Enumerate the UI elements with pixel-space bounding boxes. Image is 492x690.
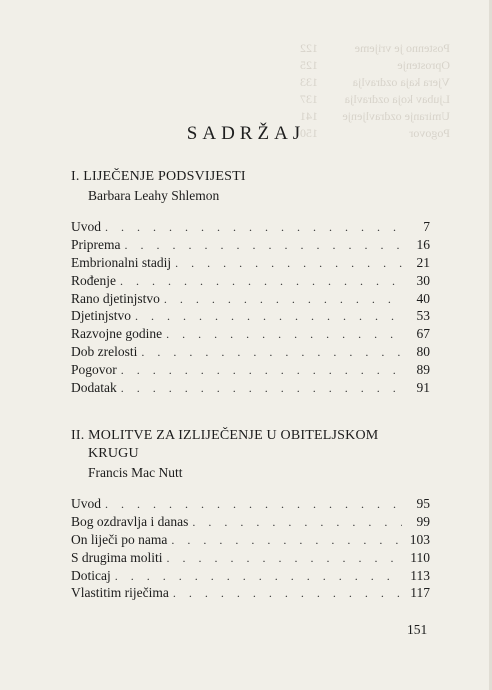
- entry-label: Rođenje: [71, 272, 116, 288]
- entry-page: 80: [416, 344, 430, 360]
- dot-leader: [115, 569, 402, 584]
- toc-entry[interactable]: [71, 514, 430, 532]
- toc-entry[interactable]: [71, 219, 430, 237]
- bleed-row: Postenno je vrijeme 122: [300, 41, 450, 55]
- toc-entry[interactable]: [71, 550, 430, 568]
- section-2-heading: II. MOLITVE ZA IZLIJEČENJE U OBITELJSKOM: [71, 428, 379, 443]
- entry-page: 7: [423, 219, 430, 234]
- bleed-row: Ljubav koja ozdravlja 137: [300, 92, 450, 106]
- dot-leader: [121, 381, 402, 396]
- entry-label: Priprema: [71, 236, 121, 252]
- entry-label: Dodatak: [71, 380, 117, 396]
- entry-label: Doticaj: [71, 567, 111, 583]
- entry-label: Vlastitim riječima: [71, 585, 169, 601]
- section-2-author: Francis Mac Nutt: [88, 465, 183, 480]
- bleed-row: Oprostenje 125: [300, 58, 450, 72]
- page-number: 151: [407, 622, 428, 637]
- dot-leader: [125, 238, 403, 253]
- entry-page: 99: [416, 513, 430, 529]
- entry-page: 89: [416, 362, 430, 378]
- dot-leader: [166, 327, 402, 342]
- bleed-row: Pogovor 150: [300, 126, 450, 140]
- bleed-row: Umiranje ozdravljenje 141: [300, 109, 450, 123]
- entry-page: 117: [410, 585, 430, 601]
- toc-entry[interactable]: [71, 532, 430, 550]
- entry-label: Pogovor: [71, 362, 117, 378]
- section-2-entries: [71, 496, 430, 603]
- entry-page: 91: [416, 380, 430, 396]
- toc-entry[interactable]: [71, 273, 430, 291]
- entry-label: Uvod: [71, 496, 101, 511]
- entry-label: S drugima moliti: [71, 549, 163, 565]
- section-2-heading-cont: KRUGU: [88, 446, 139, 461]
- toc-entry[interactable]: [71, 380, 430, 398]
- entry-page: 21: [416, 254, 430, 270]
- entry-label: On liječi po nama: [71, 531, 168, 547]
- toc-entry[interactable]: [71, 496, 430, 514]
- dot-leader: [120, 274, 402, 289]
- entry-label: Razvojne godine: [71, 326, 163, 342]
- dot-leader: [135, 309, 402, 324]
- page-title: SADRŽAJ: [186, 123, 306, 144]
- toc-entry[interactable]: [71, 568, 430, 586]
- dot-leader: [167, 551, 402, 566]
- toc-entry[interactable]: [71, 237, 430, 255]
- dot-leader: [175, 256, 402, 271]
- bleed-row: Vjera kaja ozdravlja 133: [300, 75, 450, 89]
- toc-entry[interactable]: [71, 308, 430, 326]
- entry-page: 40: [416, 290, 430, 306]
- dot-leader: [171, 533, 402, 548]
- entry-page: 16: [416, 236, 430, 252]
- dot-leader: [121, 363, 402, 378]
- entry-label: Rano djetinjstvo: [71, 290, 160, 306]
- entry-page: 113: [410, 567, 430, 583]
- toc-entry[interactable]: [71, 362, 430, 380]
- section-1-entries: [71, 219, 430, 398]
- entry-page: 30: [416, 272, 430, 288]
- toc-entry[interactable]: [71, 585, 430, 603]
- dot-leader: [164, 292, 402, 307]
- toc-entry[interactable]: [71, 291, 430, 309]
- toc-entry[interactable]: [71, 255, 430, 273]
- entry-page: 67: [416, 326, 430, 342]
- dot-leader: [173, 586, 402, 601]
- entry-label: Embrionalni stadij: [71, 254, 172, 270]
- entry-page: 53: [416, 308, 430, 324]
- toc-entry[interactable]: [71, 344, 430, 362]
- section-1-author: Barbara Leahy Shlemon: [88, 188, 220, 203]
- dot-leader: [105, 497, 402, 512]
- dot-leader: [141, 345, 402, 360]
- entry-label: Bog ozdravlja i danas: [71, 513, 189, 529]
- entry-page: 110: [410, 549, 430, 565]
- dot-leader: [192, 515, 402, 530]
- entry-label: Djetinjstvo: [71, 308, 131, 324]
- entry-page: 103: [409, 531, 430, 547]
- entry-label: Uvod: [71, 219, 101, 234]
- toc-entry[interactable]: [71, 326, 430, 344]
- dot-leader: [105, 220, 402, 235]
- entry-label: Dob zrelosti: [71, 344, 138, 360]
- entry-page: 95: [416, 496, 430, 511]
- section-1-heading: I. LIJEČENJE PODSVIJESTI: [71, 169, 246, 184]
